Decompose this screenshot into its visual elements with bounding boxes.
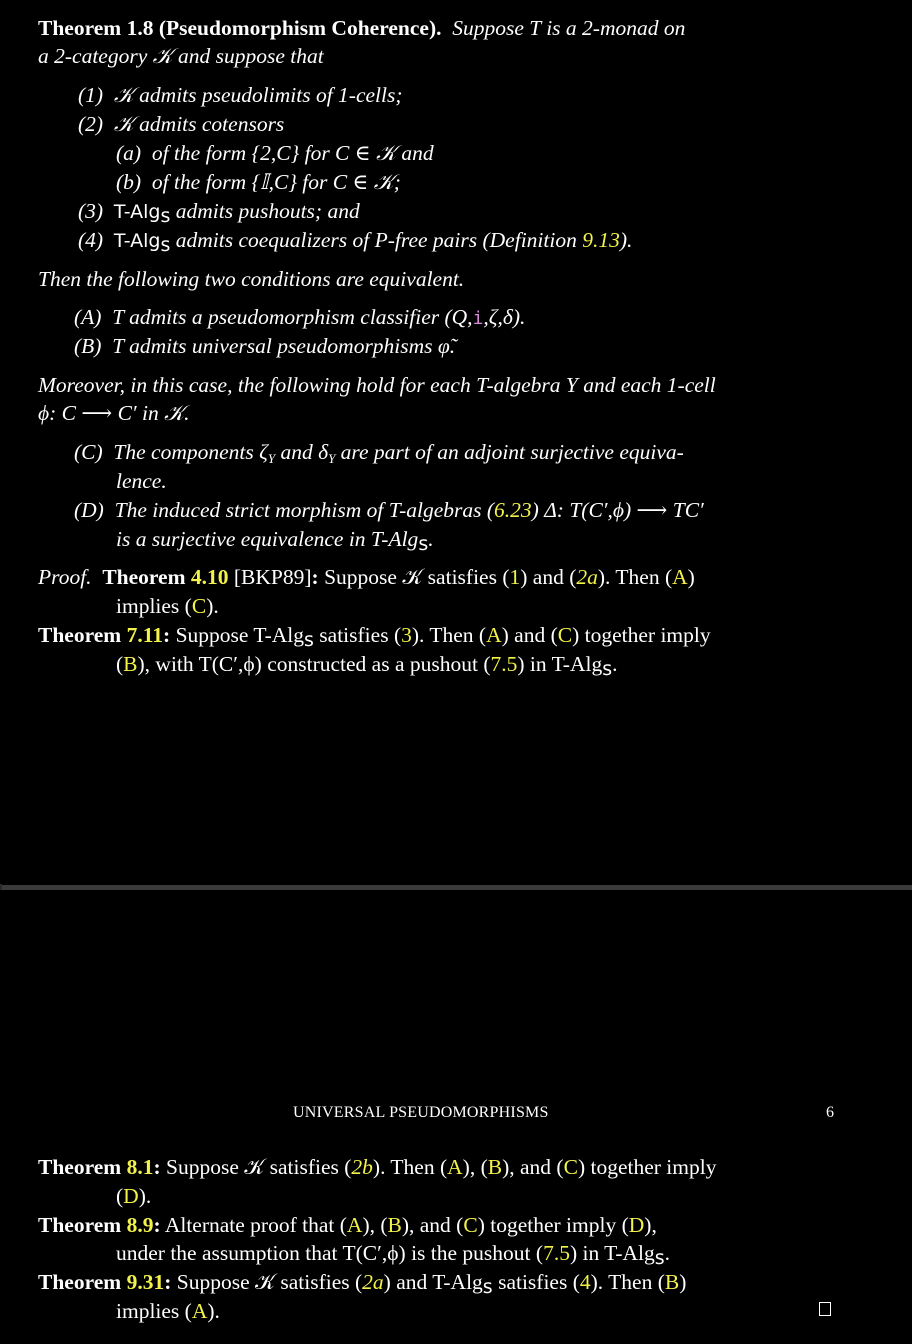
hypothesis-2: (2) 𝒦 admits cotensors <box>78 112 285 136</box>
running-head-title: UNIVERSAL PSEUDOMORPHISMS <box>293 1104 549 1121</box>
condition-A: (A) T admits a pseudomorphism classifier (Q,i,ζ,δ). <box>74 305 526 329</box>
moreover-line-1: Moreover, in this case, the following hold for each T-algebra Y and each 1-cell <box>38 373 716 397</box>
link-theorem-7-11[interactable]: 7.11 <box>126 623 164 647</box>
hypothesis-1: (1) 𝒦 admits pseudolimits of 1-cells; <box>78 83 403 107</box>
proof-item-8-1-continued: (D). <box>116 1184 152 1208</box>
proof-item-4-10: Proof. Theorem 4.10 [BKP89]: Suppose 𝒦 satisfies (1) and (2a). Then (A) <box>38 565 695 589</box>
hypothesis-2a: (a) of the form {2,C} for C ∈ 𝒦 and <box>116 141 434 165</box>
proof-item-8-9-continued: under the assumption that T(C′,ϕ) is the pushout (7.5) in T-Alg$_s$. <box>116 1241 671 1269</box>
theorem-intro: Suppose T is a 2-monad on <box>452 16 686 40</box>
theorem-statement-line-1 <box>38 14 685 42</box>
proof-item-4-10-continued: implies (C). <box>116 594 219 618</box>
hypothesis-3: (3) T-Alg$_s$ admits pushouts; and <box>78 199 360 227</box>
condition-C-continued: lence. <box>116 469 167 493</box>
condition-C: (C) The components $\zeta_Y$ and $\delta_Y$ are part of an adjoint surjective equiva- <box>74 440 684 466</box>
link-definition-9-13[interactable]: 9.13 <box>582 228 620 252</box>
hypothesis-4: (4) T-Alg$_s$ admits coequalizers of P-free pairs (Definition 9.13). <box>78 228 633 256</box>
moreover-line-2: ϕ: C ⟶ C′ in 𝒦. <box>38 401 190 425</box>
proof-item-8-1: Theorem 8.1: Suppose 𝒦 satisfies (2b). Then (A), (B), and (C) together imply <box>38 1155 717 1179</box>
qed-square-icon <box>819 1302 831 1316</box>
equivalence-intro: Then the following two conditions are equivalent. <box>38 267 465 291</box>
proof-label: Proof. <box>38 565 92 589</box>
proof-item-9-31: Theorem 9.31: Suppose 𝒦 satisfies (2a) and T-Alg$_s$ satisfies (4). Then (B) <box>38 1270 687 1298</box>
condition-D-continued: is a surjective equivalence in T-Alg$_s$. <box>116 527 434 555</box>
theorem-heading: Theorem 1.8 (Pseudomorphism Coherence). <box>38 16 442 40</box>
link-theorem-9-31[interactable]: 9.31 <box>126 1270 165 1294</box>
theorem-statement-line-2: a 2-category 𝒦 and suppose that <box>38 44 324 68</box>
page-number: 6 <box>826 1104 834 1121</box>
condition-B: (B) T admits universal pseudomorphisms φ̃. <box>74 334 456 358</box>
link-theorem-4-10[interactable]: 4.10 <box>190 565 229 589</box>
proof-item-7-11: Theorem 7.11: Suppose T-Alg$_s$ satisfies (3). Then (A) and (C) together imply <box>38 623 711 651</box>
link-theorem-8-1[interactable]: 8.1 <box>126 1155 154 1179</box>
proof-item-8-9: Theorem 8.9: Alternate proof that (A), (B), and (C) together imply (D), <box>38 1213 657 1237</box>
condition-D: (D) The induced strict morphism of T-algebras (6.23) Δ: T(C′,ϕ) ⟶ TC′ <box>74 498 704 522</box>
link-theorem-8-9[interactable]: 8.9 <box>126 1213 154 1237</box>
proof-item-9-31-continued: implies (A). <box>116 1299 220 1323</box>
link-6-23[interactable]: 6.23 <box>494 498 532 522</box>
proof-item-7-11-continued: (B), with T(C′,ϕ) constructed as a pushout (7.5) in T-Alg$_s$. <box>116 652 618 680</box>
hypothesis-2b: (b) of the form {𝕀,C} for C ∈ 𝒦; <box>116 170 401 194</box>
citation-bkp89[interactable]: [BKP89] <box>228 565 312 589</box>
